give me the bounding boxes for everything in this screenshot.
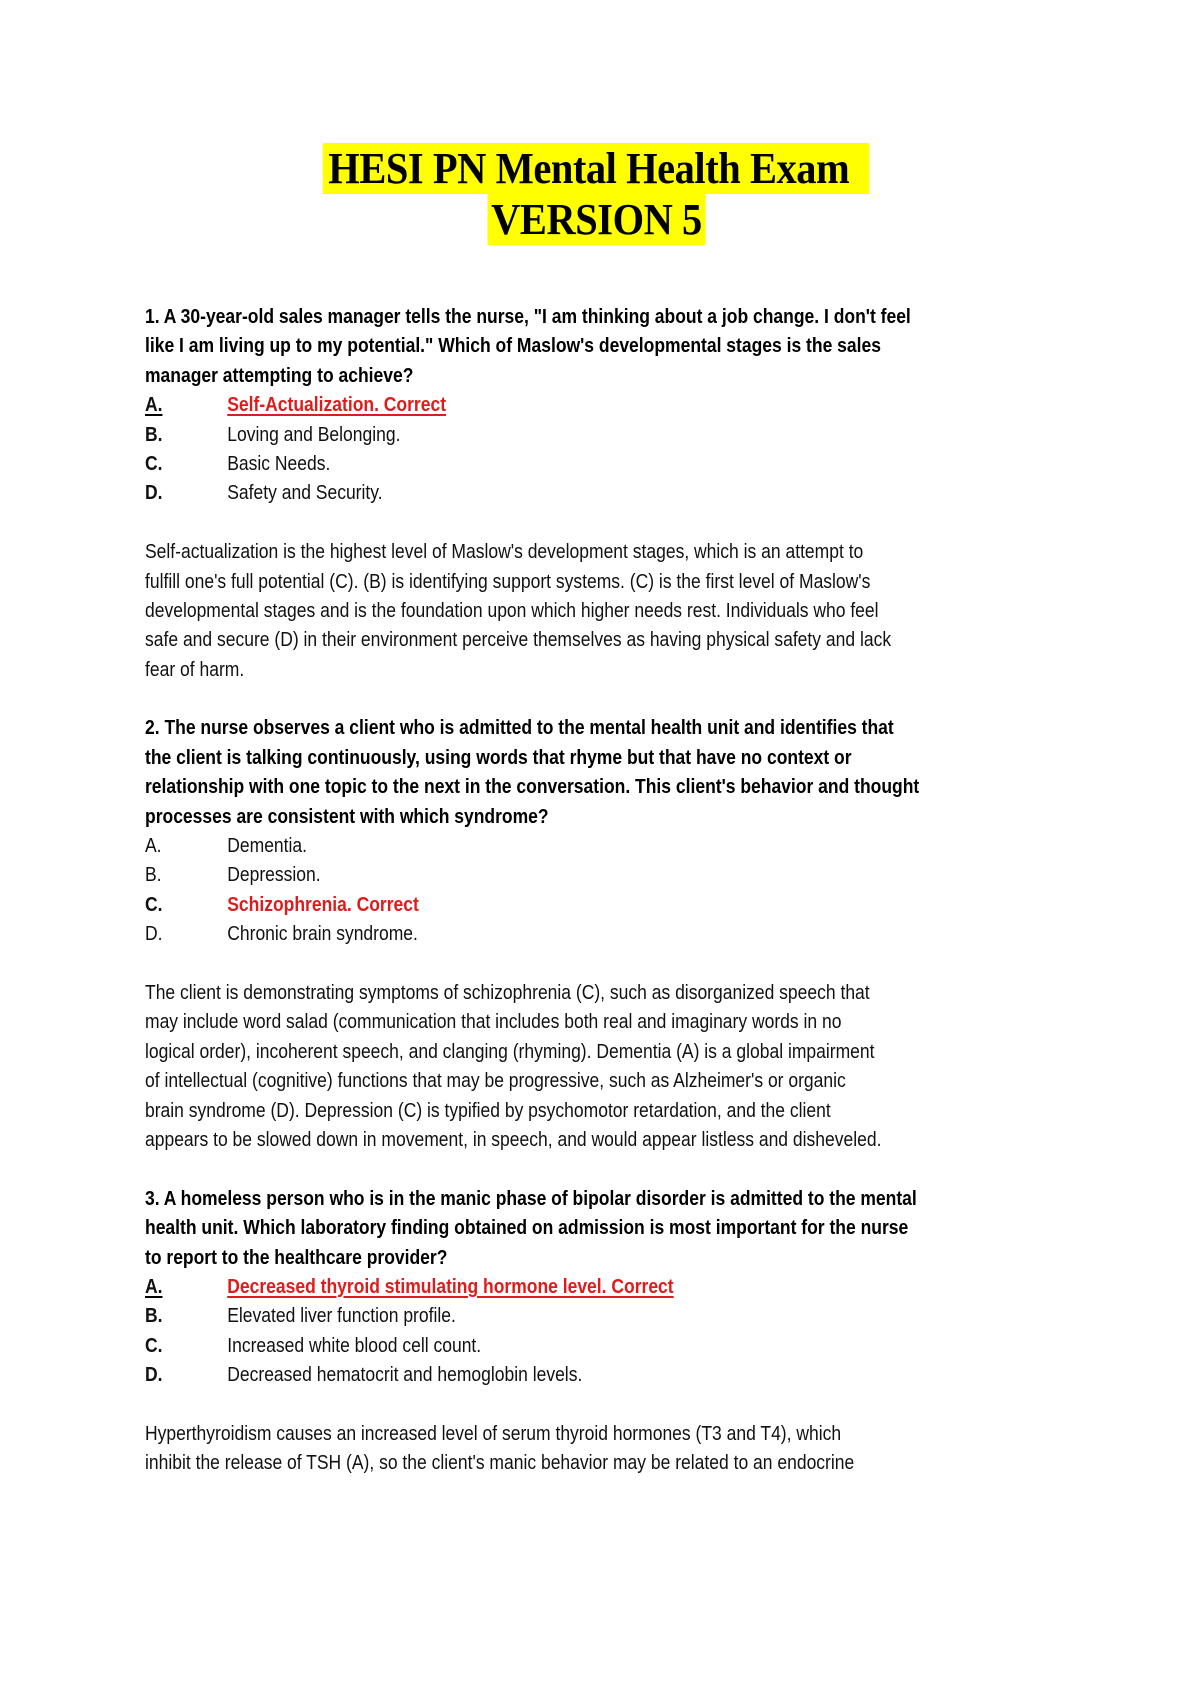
- document-title: [0, 143, 1192, 245]
- rationale-line: may include word salad (communication that includes both real and imaginary words in no: [145, 1011, 842, 1034]
- question-1: [145, 303, 1145, 685]
- option-label: D.: [145, 923, 163, 946]
- option-b: [145, 1302, 1020, 1331]
- question-3: [145, 1185, 1145, 1479]
- option-text: Safety and Security.: [227, 482, 383, 505]
- question-2: [145, 714, 1145, 1155]
- option-text: Loving and Belonging.: [227, 423, 401, 446]
- option-text: Schizophrenia. Correct: [227, 893, 419, 916]
- option-text: Chronic brain syndrome.: [227, 923, 418, 946]
- option-label: C.: [145, 452, 163, 475]
- question-stem-line: 2. The nurse observes a client who is admitted to the mental health unit and identifies that: [145, 717, 894, 740]
- option-d: [145, 920, 1020, 949]
- option-label: B.: [145, 1305, 163, 1328]
- question-stem-line: processes are consistent with which syndrome?: [145, 805, 549, 828]
- question-stem-line: 3. A homeless person who is in the manic phase of bipolar disorder is admitted to the mental: [145, 1187, 917, 1210]
- option-label: A.: [145, 835, 162, 858]
- question-stem-line: relationship with one topic to the next in the conversation. This client's behavior and thought: [145, 776, 920, 799]
- option-text: Basic Needs.: [227, 452, 331, 475]
- rationale-2: [145, 979, 1145, 1155]
- option-label: C.: [145, 893, 163, 916]
- rationale-line: brain syndrome (D). Depression (C) is typified by psychomotor retardation, and the client: [145, 1099, 831, 1122]
- question-stem-line: to report to the healthcare provider?: [145, 1246, 448, 1269]
- title-line-2: VERSION 5: [487, 194, 705, 245]
- option-text: Dementia.: [227, 835, 308, 858]
- rationale-line: Hyperthyroidism causes an increased level of serum thyroid hormones (T3 and T4), which: [145, 1422, 842, 1445]
- rationale-line: The client is demonstrating symptoms of schizophrenia (C), such as disorganized speech that: [145, 981, 870, 1004]
- question-stem-line: health unit. Which laboratory finding obtained on admission is most important for the nurse: [145, 1217, 909, 1240]
- option-label: C.: [145, 1334, 163, 1357]
- rationale-line: of intellectual (cognitive) functions that may be progressive, such as Alzheimer's or organic: [145, 1070, 846, 1093]
- option-text: Decreased hematocrit and hemoglobin levels.: [227, 1364, 583, 1387]
- option-a-correct: [145, 1273, 1020, 1302]
- question-stem-line: manager attempting to achieve?: [145, 364, 414, 387]
- option-c: [145, 450, 1020, 479]
- option-c: [145, 1332, 1020, 1361]
- option-label: D.: [145, 1364, 163, 1387]
- question-stem-line: like I am living up to my potential." Which of Maslow's developmental stages is the sales: [145, 335, 881, 358]
- option-text: Self-Actualization. Correct: [227, 394, 447, 417]
- title-line-1: HESI PN Mental Health Exam: [323, 143, 870, 194]
- option-c-correct: [145, 891, 1020, 920]
- option-label: D.: [145, 482, 163, 505]
- rationale-line: appears to be slowed down in movement, in speech, and would appear listless and disheveled.: [145, 1128, 882, 1151]
- option-b: [145, 421, 1020, 450]
- option-b: [145, 861, 1020, 890]
- option-text: Depression.: [227, 864, 321, 887]
- option-d: [145, 479, 1020, 508]
- option-text: Decreased thyroid stimulating hormone level. Correct: [227, 1275, 674, 1298]
- option-text: Elevated liver function profile.: [227, 1305, 456, 1328]
- rationale-3: [145, 1420, 1145, 1479]
- option-d: [145, 1361, 1020, 1390]
- option-label: A.: [145, 1275, 163, 1298]
- rationale-line: safe and secure (D) in their environment perceive themselves as having physical safety and lack: [145, 629, 892, 652]
- rationale-line: developmental stages and is the foundation upon which higher needs rest. Individuals who feel: [145, 599, 879, 622]
- question-stem-line: 1. A 30-year-old sales manager tells the nurse, "I am thinking about a job change. I don't feel: [145, 306, 911, 328]
- option-a: [145, 832, 1020, 861]
- rationale-line: logical order), incoherent speech, and clanging (rhyming). Dementia (A) is a global impairment: [145, 1040, 875, 1063]
- option-a-correct: [145, 391, 1020, 420]
- option-label: A.: [145, 394, 163, 417]
- questions-content: [145, 303, 1145, 1479]
- rationale-line: inhibit the release of TSH (A), so the client's manic behavior may be related to an endocrine: [145, 1452, 855, 1475]
- option-label: B.: [145, 864, 162, 887]
- rationale-line: Self-actualization is the highest level of Maslow's development stages, which is an attempt to: [145, 541, 864, 564]
- option-text: Increased white blood cell count.: [227, 1334, 482, 1357]
- option-label: B.: [145, 423, 163, 446]
- rationale-1: [145, 538, 1145, 685]
- rationale-line: fear of harm.: [145, 658, 245, 681]
- question-stem-line: the client is talking continuously, using words that rhyme but that have no context or: [145, 746, 852, 769]
- rationale-line: fulfill one's full potential (C). (B) is identifying support systems. (C) is the first level of Maslow's: [145, 570, 871, 593]
